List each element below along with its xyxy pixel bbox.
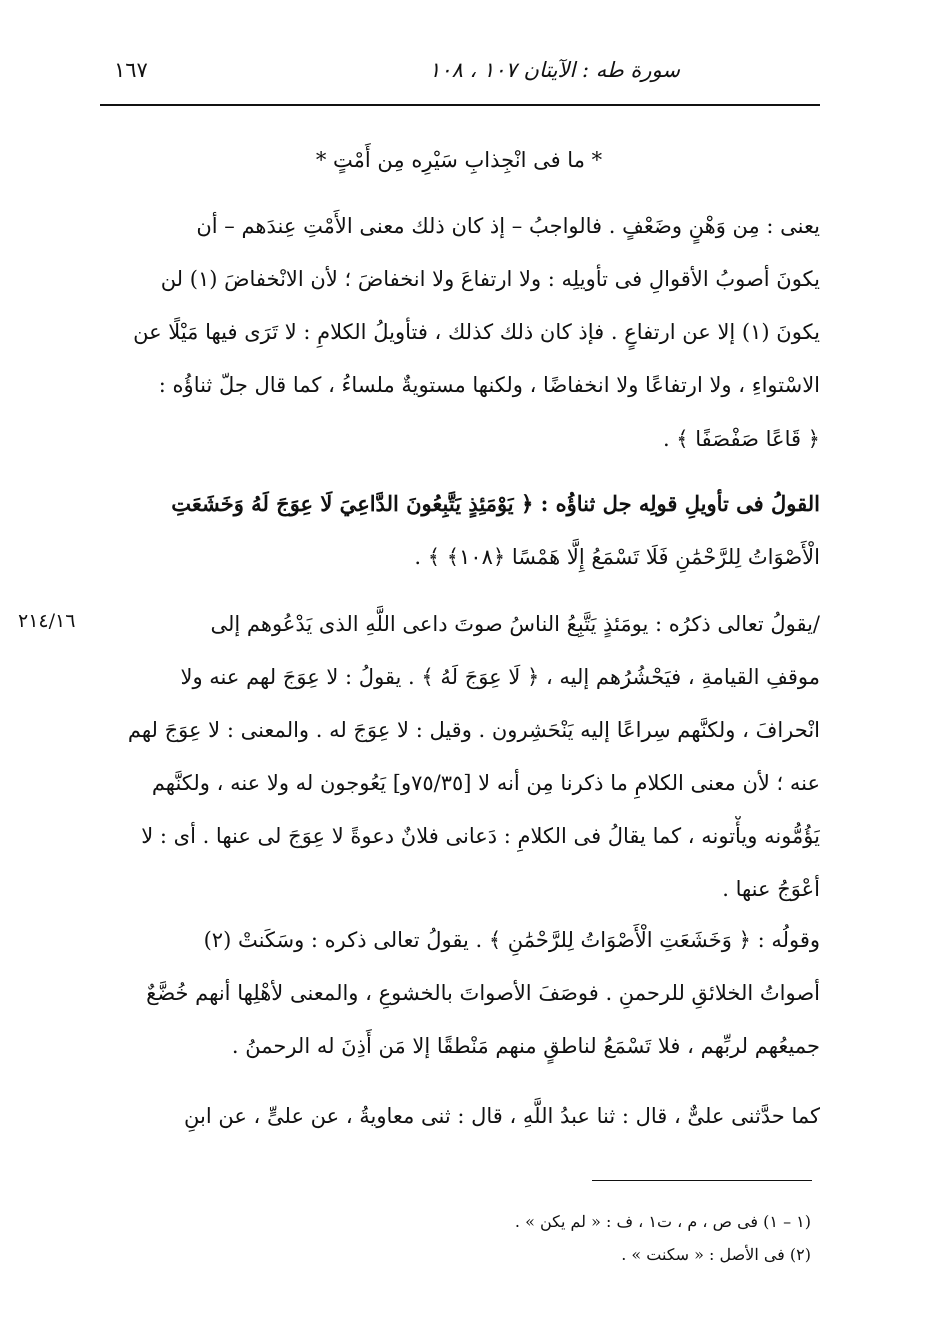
text-line: موقفِ القيامةِ ، فيَحْشُرُهم إليه ، ﴿ لَا عِوَجَ لَهُ ﴾ . يقولُ : لا عِوَجَ لهم عنه ولا xyxy=(180,665,820,689)
text-line: يَؤُمُّونه ويأْتونه ، كما يقالُ فى الكلامِ : دَعانى فلانٌ دعوةً لا عِوَجَ لى عنها . أى : لا xyxy=(141,824,820,848)
text-line: /يقولُ تعالى ذكرُه : يومَئذٍ يَتَّبِعُ الناسُ صوتَ داعى اللَّهِ الذى يَدْعُوهم إلى xyxy=(210,612,820,636)
header-title: سورة طه : الآيتان ١٠٧ ، ١٠٨ xyxy=(429,58,680,82)
text-line: انْحرافَ ، ولكنَّهم سِراعًا إليه يَنْحَشِرون . وقيل : لا عِوَجَ له . والمعنى : لا عِوَجَ لهم xyxy=(127,718,820,742)
footnote-1: (١ – ١) فى ص ، م ، ت١ ، ف : « لم يكن » . xyxy=(514,1212,811,1231)
margin-reference: ٢١٤/١٦ xyxy=(18,610,76,632)
text-line: ﴿ قَاعًا صَفْصَفًا ﴾ . xyxy=(662,427,820,451)
running-header xyxy=(100,50,820,100)
section-line: القولُ فى تأويلِ قولِه جل ثناؤُه : ﴿ يَوْمَئِذٍ يَتَّبِعُونَ الدَّاعِيَ لَا عِوَجَ لَهُ وَخَشَعَتِ xyxy=(171,491,820,516)
text-line: أصواتُ الخلائقِ للرحمنِ . فوصَفَ الأصواتَ بالخشوعِ ، والمعنى لأهْلِها أنهم خُضَّعٌ xyxy=(146,981,820,1005)
text-line: الاسْتواءِ ، ولا ارتفاعًا ولا انخفاضًا ، ولكنها مستويةٌ ملساءُ ، كما قال جلّ ثناؤُه : xyxy=(158,373,820,397)
text-line: كما حدَّثنى علىٌّ ، قال : ثنا عبدُ اللَّهِ ، قال : ثنى معاويةُ ، عن علىٍّ ، عن ابنِ xyxy=(184,1104,820,1128)
footnote-rule xyxy=(592,1180,812,1181)
text-line: عنه ؛ لأن معنى الكلامِ ما ذكرنا مِن أنه لا [٧٥/٣٥و] يَعُوجون له ولا عنه ، ولكنَّهم xyxy=(151,771,820,795)
verse-heading: * ما فى انْجِذابِ سَيْرِه مِن أَمْتٍ * xyxy=(315,148,603,172)
text-line: يكونَ أصوبُ الأقوالِ فى تأويلِه : ولا ارتفاعَ ولا انخفاضَ ؛ لأن الانْخفاضَ (١) لن xyxy=(160,267,820,291)
text-line: يكونَ (١) إلا عن ارتفاعٍ . فإذ كان ذلك كذلك ، فتأويلُ الكلامِ : لا تَرَى فيها مَيْلًا عن xyxy=(133,320,820,344)
header-rule xyxy=(100,104,820,106)
text-line: أعْوَجُ عنها . xyxy=(722,877,820,901)
section-line: الْأَصْوَاتُ لِلرَّحْمَٰنِ فَلَا تَسْمَعُ إِلَّا هَمْسًا ﴿١٠٨﴾ ﴾ . xyxy=(414,545,820,569)
text-line: جميعُهم لربِّهم ، فلا تَسْمَعُ لناطقٍ منهم مَنْطقًا إلا مَن أَذِنَ له الرحمنُ . xyxy=(231,1034,820,1058)
text-line: وقولُه : ﴿ وَخَشَعَتِ الْأَصْوَاتُ لِلرَّحْمَٰنِ ﴾ . يقولُ تعالى ذكره : وسَكَنتْ (٢) xyxy=(203,928,820,952)
footnote-2: (٢) فى الأصل : « سكنت » . xyxy=(621,1245,811,1264)
text-line: يعنى : مِن وَهْنٍ وضَعْفٍ . فالواجبُ – إذ كان ذلك معنى الأَمْتِ عِندَهم – أن xyxy=(196,214,820,238)
page-number: ١٦٧ xyxy=(114,58,148,82)
